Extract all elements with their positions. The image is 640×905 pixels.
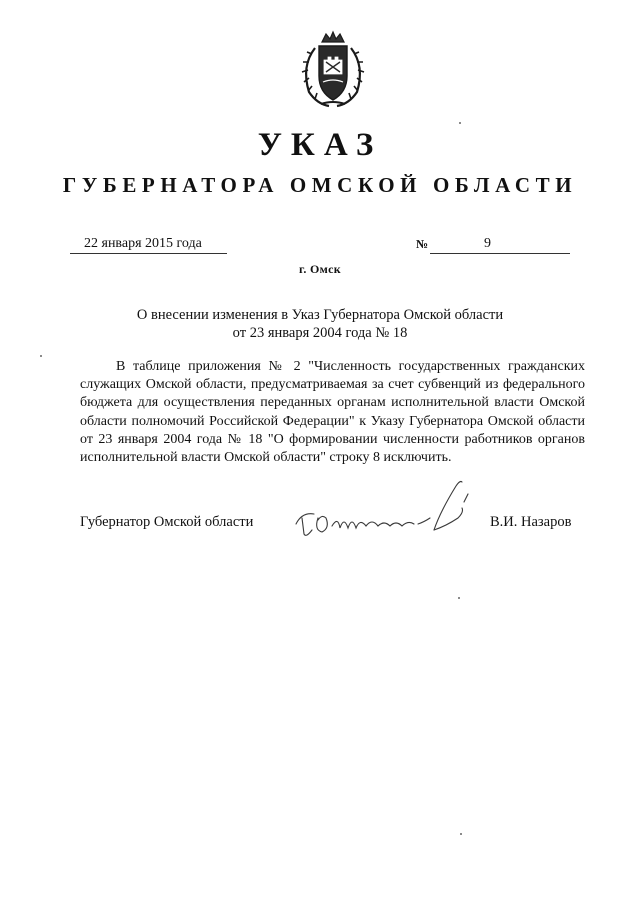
decree-subject bbox=[0, 306, 640, 342]
decree-date: 22 января 2015 года bbox=[70, 235, 227, 254]
scan-speck bbox=[40, 355, 42, 357]
coat-of-arms-emblem bbox=[295, 30, 371, 110]
decree-number: 9 bbox=[484, 236, 491, 251]
decree-subject-line-2: от 23 января 2004 года № 18 bbox=[232, 325, 408, 341]
decree-issuer: ГУБЕРНАТОРА ОМСКОЙ ОБЛАСТИ bbox=[62, 173, 578, 197]
scan-speck bbox=[458, 597, 460, 599]
signatory-name: В.И. Назаров bbox=[490, 514, 572, 530]
decree-number-field bbox=[416, 235, 570, 254]
issue-city: г. Омск bbox=[299, 262, 341, 276]
decree-body: В таблице приложения № 2 "Численность государственных гражданских служащих Омской области, предусматриваемая за счет субвенций из федерального бюджета для осуществления переданных органам исполнительной власти Омской области полномочий Российской Федерации" к Указу Губернатора Омской области от 23 января 2004 года № 18 "О формировании численности работников органов исполнительной власти Омской области" строку 8 исключить. bbox=[80, 359, 585, 466]
number-underline bbox=[430, 253, 570, 254]
number-sign: № bbox=[416, 237, 429, 251]
handwritten-signature bbox=[288, 472, 478, 548]
decree-title: УКАЗ bbox=[257, 127, 383, 163]
decree-subject-line-1: О внесении изменения в Указ Губернатора Омской области bbox=[136, 307, 504, 323]
signatory-role: Губернатор Омской области bbox=[80, 514, 254, 530]
scan-speck bbox=[459, 122, 461, 124]
scan-speck bbox=[460, 833, 462, 835]
